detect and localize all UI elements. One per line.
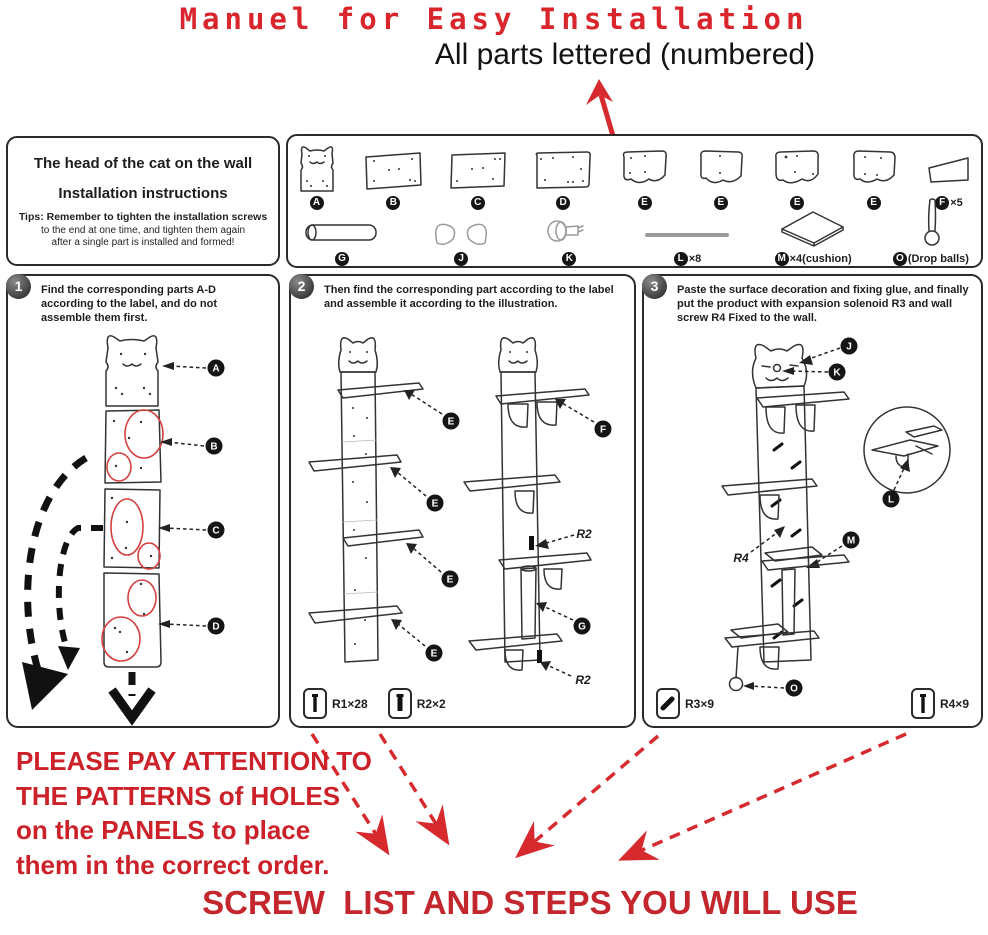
callout-e1: E [447, 416, 455, 428]
shelf-icon [694, 147, 748, 193]
part-label: M [775, 252, 789, 266]
drop-ball-icon [909, 197, 953, 249]
part-label: E [867, 196, 881, 210]
part-label: K [562, 252, 576, 266]
callout-o: O [790, 683, 798, 695]
wedge-icon [923, 153, 975, 193]
callout-m: M [846, 535, 856, 547]
screw-r2: R2×2 [388, 688, 446, 719]
callout-a: A [212, 363, 220, 375]
callout-e2: E [431, 498, 439, 510]
callout-e4: E [430, 648, 438, 660]
parts-row-2 [294, 212, 975, 268]
step3-diagram [644, 338, 981, 696]
part-label: G [335, 252, 349, 266]
red-up-arrow-icon [582, 78, 626, 138]
part-e2 [694, 147, 748, 212]
callout-f: F [599, 424, 607, 436]
tips-line3: after a single part is installed and formed! [51, 237, 235, 248]
parts-row-1 [294, 140, 975, 212]
attention-note [16, 744, 386, 882]
tips-line2: to the end at one time, and tighten them again [40, 224, 246, 236]
step1-number-badge: 1 [6, 274, 31, 299]
knob-icon [538, 215, 600, 249]
part-f: F ×5 [923, 153, 975, 212]
callout-r2a: R2 [576, 527, 592, 541]
callout-r4: R4 [733, 551, 749, 565]
part-k [538, 215, 600, 268]
shelf-icon [618, 147, 672, 193]
tips-line1: Tips: Remember to tighten the installation screws [18, 211, 268, 223]
panel-c-icon [447, 147, 509, 193]
step2-text: Then find the corresponding part according to the label and assemble it according to the illustration. [324, 284, 614, 311]
screw-r1-icon [303, 688, 327, 719]
callout-b: B [210, 441, 218, 453]
part-a [294, 141, 340, 212]
info-box-title: The head of the cat on the wall [33, 155, 253, 172]
callout-d: D [212, 621, 220, 633]
step1-diagram [8, 326, 278, 726]
screw-r2-icon [388, 688, 412, 719]
attention-line3: on the PANELS to place [16, 815, 311, 846]
part-e3 [770, 147, 824, 212]
callout-e3: E [446, 574, 454, 586]
screw-r1: R1×28 [303, 688, 368, 719]
part-label: E [790, 196, 804, 210]
part-label: L [674, 252, 688, 266]
screw-r4: R4×9 [911, 688, 969, 719]
anchor-r3-icon [656, 688, 680, 719]
info-box-tips [8, 211, 278, 250]
page-title: Manuel for Easy Installation [179, 2, 809, 36]
part-label: B [386, 196, 400, 210]
screw-r3: R3×9 [656, 688, 714, 719]
parts-box [286, 134, 983, 268]
part-label: E [638, 196, 652, 210]
step3-number-badge: 3 [642, 274, 667, 299]
callout-k: K [833, 367, 841, 379]
part-label: C [471, 196, 485, 210]
part-g [300, 217, 384, 268]
cat-head-panel-icon [294, 141, 340, 193]
part-m: M ×4(cushion) [775, 207, 852, 268]
part-label: O [893, 252, 907, 266]
step3-panel [642, 274, 983, 728]
callout-j: J [846, 341, 852, 353]
step2-diagram [291, 332, 634, 690]
step2-number-badge: 2 [289, 274, 314, 299]
shelf-icon [770, 147, 824, 193]
part-j [425, 213, 497, 268]
rod-icon [641, 223, 733, 249]
part-label: F [935, 196, 949, 210]
step2-screw-list [303, 688, 622, 719]
panel-d-icon [531, 147, 595, 193]
cushion-icon [775, 207, 851, 249]
shelf-icon [847, 147, 901, 193]
callout-g: G [578, 621, 586, 633]
attention-line4: them in the correct order. [16, 849, 330, 880]
part-d [531, 147, 595, 212]
part-o: O (Drop balls) [893, 197, 969, 268]
tube-icon [300, 217, 384, 249]
footer-title: SCREW LIST AND STEPS YOU WILL USE [202, 884, 858, 921]
step2-panel [289, 274, 636, 728]
step1-text: Find the corresponding parts A-D according to the label, and do not assemble them first. [41, 284, 218, 325]
step3-screw-list [656, 688, 969, 719]
part-b [362, 147, 424, 212]
part-label: A [310, 196, 324, 210]
part-label: D [556, 196, 570, 210]
info-box [6, 136, 280, 266]
step1-panel [6, 274, 280, 728]
subtitle: All parts lettered (numbered) [434, 38, 816, 71]
step3-text: Paste the surface decoration and fixing glue, and finally put the product with expansion solenoid R3 and wall screw R4 Fixed to the wall. [677, 284, 969, 325]
attention-line2: THE PATTERNS of HOLES [16, 780, 341, 811]
info-box-subtitle: Installation instructions [58, 185, 228, 202]
screw-r4-icon [911, 688, 935, 719]
part-e1 [618, 147, 672, 212]
callout-c: C [212, 525, 220, 537]
part-label: E [714, 196, 728, 210]
attention-line1: PLEASE PAY ATTENTION TO [16, 746, 372, 776]
part-label: J [454, 252, 468, 266]
callout-r2b: R2 [575, 673, 591, 687]
part-l: L ×8 [641, 223, 733, 268]
panel-b-icon [362, 147, 424, 193]
ears-icon [425, 213, 497, 249]
part-c [447, 147, 509, 212]
callout-l: L [887, 494, 895, 506]
